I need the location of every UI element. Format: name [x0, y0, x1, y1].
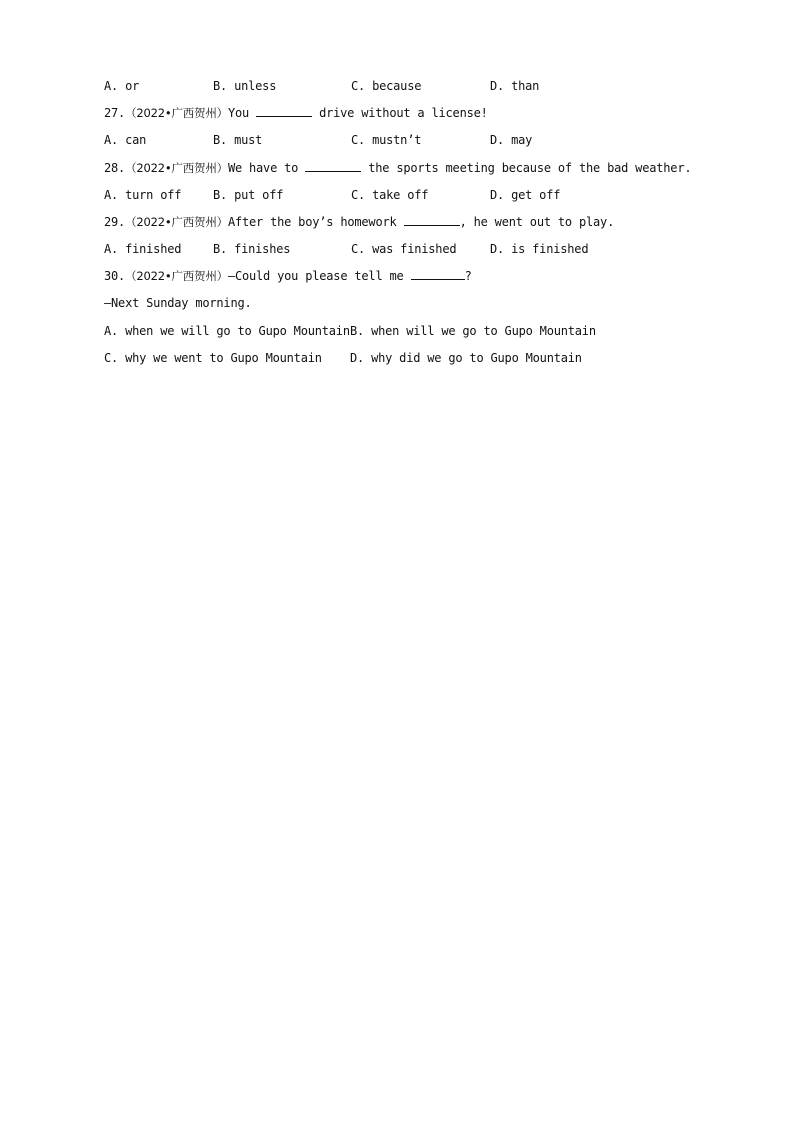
- q30-stem: [104, 266, 472, 286]
- q30-options-row-1: [104, 321, 596, 341]
- q30-option-a: A. when we will go to Gupo Mountain: [104, 324, 350, 338]
- question-source: （2022•广西贺州）: [125, 215, 228, 229]
- q28-option-c: C. take off: [351, 188, 429, 202]
- stem-text-after: drive without a license!: [312, 106, 488, 120]
- q26-option-d: D. than: [490, 79, 540, 93]
- q26-option-a: A. or: [104, 79, 140, 93]
- q27-option-a: A. can: [104, 133, 147, 147]
- q29-option-d: D. is finished: [490, 242, 589, 256]
- q29-options-row: [104, 239, 589, 259]
- q27-options-row: [104, 130, 533, 150]
- answer-blank: [404, 212, 460, 226]
- question-source: （2022•广西贺州）: [125, 106, 228, 120]
- stem-text-after: the sports meeting because of the bad weather.: [361, 161, 692, 175]
- stem-text-before: —Could you please tell me: [227, 269, 411, 283]
- q30-option-d: D. why did we go to Gupo Mountain: [350, 351, 582, 365]
- q29-stem: [104, 212, 614, 232]
- answer-blank: [305, 158, 361, 172]
- q29-option-c: C. was finished: [351, 242, 457, 256]
- stem-text-before: We have to: [227, 161, 306, 175]
- q29-option-a: A. finished: [104, 242, 182, 256]
- q27-stem: [104, 103, 488, 123]
- q28-option-a: A. turn off: [104, 188, 182, 202]
- answer-blank: [256, 103, 312, 117]
- q30-option-c: C. why we went to Gupo Mountain: [104, 351, 322, 365]
- question-number: 29.: [104, 215, 126, 229]
- stem-text-after: ?: [464, 269, 472, 283]
- stem-text-after: , he went out to play.: [459, 215, 615, 229]
- q30-reply: —Next Sunday morning.: [104, 296, 252, 310]
- question-source: （2022•广西贺州）: [125, 161, 228, 175]
- q27-option-b: B. must: [213, 133, 263, 147]
- question-number: 28.: [104, 161, 126, 175]
- question-source: （2022•广西贺州）: [125, 269, 228, 283]
- q30-option-b: B. when will we go to Gupo Mountain: [350, 324, 596, 338]
- q28-option-b: B. put off: [213, 188, 284, 202]
- q28-option-d: D. get off: [490, 188, 561, 202]
- question-number: 27.: [104, 106, 126, 120]
- q26-option-b: B. unless: [213, 79, 277, 93]
- q27-option-d: D. may: [490, 133, 533, 147]
- q29-option-b: B. finishes: [213, 242, 291, 256]
- q26-option-c: C. because: [351, 79, 422, 93]
- stem-text-before: You: [227, 106, 257, 120]
- q26-options-row: [104, 76, 540, 96]
- question-number: 30.: [104, 269, 126, 283]
- q27-option-c: C. mustn’t: [351, 133, 422, 147]
- q30-options-row-2: [104, 348, 582, 368]
- answer-blank: [411, 266, 465, 280]
- q28-stem: [104, 158, 691, 178]
- stem-text-before: After the boy’s homework: [227, 215, 404, 229]
- q28-options-row: [104, 185, 561, 205]
